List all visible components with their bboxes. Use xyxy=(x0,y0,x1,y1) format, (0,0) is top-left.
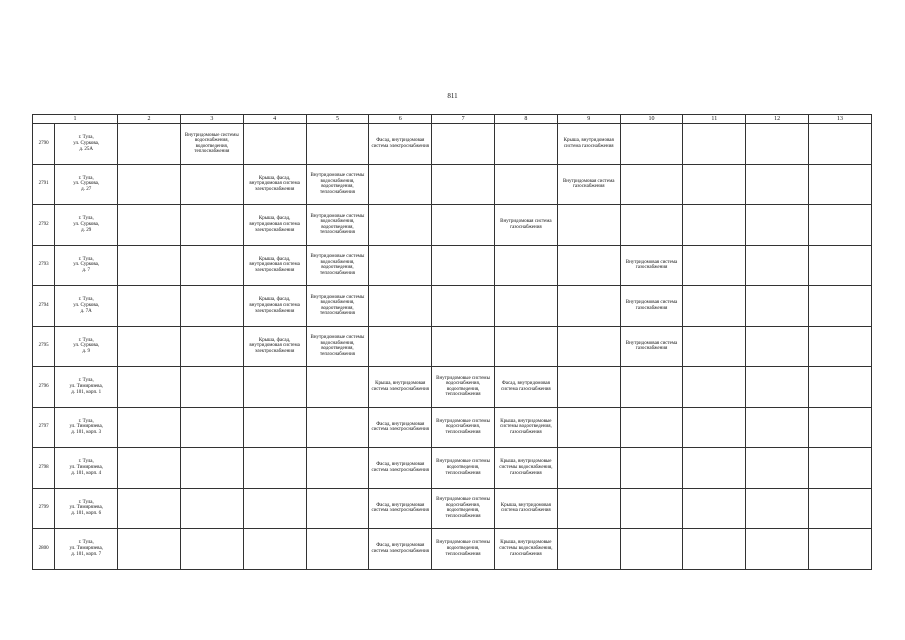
work-cell xyxy=(620,124,683,165)
page-number: 811 xyxy=(447,92,458,100)
work-cell xyxy=(746,245,809,286)
work-cell xyxy=(180,245,243,286)
column-header-4: 4 xyxy=(243,115,306,124)
work-cell xyxy=(683,529,746,570)
work-cell xyxy=(620,367,683,408)
work-cell xyxy=(683,164,746,205)
work-cell xyxy=(746,286,809,327)
work-cell xyxy=(243,448,306,489)
work-cell xyxy=(118,164,181,205)
work-cell xyxy=(620,164,683,205)
work-cell xyxy=(118,529,181,570)
work-cell xyxy=(180,164,243,205)
work-cell xyxy=(620,407,683,448)
row-number: 2799 xyxy=(33,488,55,529)
work-cell xyxy=(683,286,746,327)
column-header-12: 12 xyxy=(746,115,809,124)
work-cell xyxy=(746,164,809,205)
address-cell: г. Тула, ул. Тимирязева, д. 101, корп. 1 xyxy=(55,367,118,408)
work-cell xyxy=(243,124,306,165)
table-row xyxy=(33,205,872,246)
work-cell xyxy=(369,286,432,327)
table-row xyxy=(33,367,872,408)
work-cell xyxy=(494,286,557,327)
work-cell: Внутридомовая система газоснабжения xyxy=(557,164,620,205)
work-cell xyxy=(118,367,181,408)
work-cell xyxy=(118,124,181,165)
table-row xyxy=(33,529,872,570)
address-cell: г. Тула, ул. Тимирязева, д. 101, корп. 7 xyxy=(55,529,118,570)
work-cell xyxy=(557,367,620,408)
work-cell xyxy=(683,124,746,165)
work-cell: Фасад, внутридомовая система электроснабжения xyxy=(369,124,432,165)
work-cell xyxy=(494,326,557,367)
table-row xyxy=(33,245,872,286)
work-cell xyxy=(620,205,683,246)
work-cell xyxy=(683,367,746,408)
work-cell xyxy=(180,448,243,489)
work-cell: Крыша, внутридомовые системы водоотведения, газоснабжения xyxy=(494,407,557,448)
work-cell xyxy=(118,286,181,327)
work-cell: Фасад, внутридомовая система электроснабжения xyxy=(369,529,432,570)
work-cell xyxy=(809,286,872,327)
work-cell: Фасад, внутридомовая система электроснабжения xyxy=(369,488,432,529)
work-cell: Внутридомовые системы водоснабжения, водоотведения, теплоснабжения xyxy=(180,124,243,165)
work-cell xyxy=(180,326,243,367)
work-cell: Внутридомовые системы водоснабжения, водоотведения, теплоснабжения xyxy=(306,245,369,286)
work-cell xyxy=(557,407,620,448)
work-cell: Внутридомовые системы водоотведения, теплоснабжения xyxy=(432,529,495,570)
work-cell xyxy=(494,164,557,205)
work-cell xyxy=(620,488,683,529)
work-cell xyxy=(809,448,872,489)
work-cell xyxy=(746,205,809,246)
work-cell xyxy=(746,124,809,165)
address-cell: г. Тула, ул. Суркова, д. 7 xyxy=(55,245,118,286)
work-cell xyxy=(432,205,495,246)
work-cell xyxy=(683,326,746,367)
column-header-6: 6 xyxy=(369,115,432,124)
work-cell xyxy=(620,448,683,489)
row-number: 2798 xyxy=(33,448,55,489)
work-cell xyxy=(494,124,557,165)
work-cell: Крыша, внутридомовая система газоснабжения xyxy=(494,488,557,529)
work-cell xyxy=(118,448,181,489)
address-cell: г. Тула, ул. Суркова, д. 27 xyxy=(55,164,118,205)
address-cell: г. Тула, ул. Суркова, д. 7А xyxy=(55,286,118,327)
table-row xyxy=(33,286,872,327)
work-cell xyxy=(746,529,809,570)
work-cell: Крыша, внутридомовые системы водоснабжения, газоснабжения xyxy=(494,529,557,570)
column-header-8: 8 xyxy=(494,115,557,124)
work-cell: Внутридомовая система газоснабжения xyxy=(620,245,683,286)
work-cell: Фасад, внутридомовая система электроснабжения xyxy=(369,448,432,489)
table-row xyxy=(33,124,872,165)
work-cell: Крыша, внутридомовая система газоснабжения xyxy=(557,124,620,165)
work-cell: Внутридомовая система газоснабжения xyxy=(620,326,683,367)
work-cell xyxy=(306,529,369,570)
work-cell xyxy=(432,164,495,205)
work-cell xyxy=(243,488,306,529)
column-header-5: 5 xyxy=(306,115,369,124)
work-cell xyxy=(809,205,872,246)
work-cell xyxy=(306,367,369,408)
column-header-2: 2 xyxy=(118,115,181,124)
work-cell xyxy=(683,488,746,529)
work-cell: Фасад, внутридомовая система электроснабжения xyxy=(369,407,432,448)
table-row xyxy=(33,448,872,489)
row-number: 2796 xyxy=(33,367,55,408)
work-cell xyxy=(809,245,872,286)
row-number: 2793 xyxy=(33,245,55,286)
work-cell xyxy=(243,529,306,570)
table-row xyxy=(33,407,872,448)
work-cell xyxy=(746,407,809,448)
work-cell xyxy=(369,205,432,246)
work-cell xyxy=(746,367,809,408)
work-cell xyxy=(432,326,495,367)
work-cell: Крыша, фасад, внутридомовая система электроснабжения xyxy=(243,205,306,246)
work-cell xyxy=(494,245,557,286)
column-header-3: 3 xyxy=(180,115,243,124)
address-cell: г. Тула, ул. Суркова, д. 29 xyxy=(55,205,118,246)
work-cell xyxy=(683,245,746,286)
work-cell xyxy=(557,286,620,327)
work-cell xyxy=(557,205,620,246)
work-cell xyxy=(180,529,243,570)
work-cell xyxy=(683,205,746,246)
row-number: 2790 xyxy=(33,124,55,165)
work-cell: Фасад, внутридомовая система газоснабжения xyxy=(494,367,557,408)
work-cell xyxy=(809,326,872,367)
column-header-10: 10 xyxy=(620,115,683,124)
work-cell xyxy=(432,286,495,327)
work-cell xyxy=(557,448,620,489)
work-cell xyxy=(180,407,243,448)
work-cell xyxy=(180,367,243,408)
work-cell xyxy=(557,488,620,529)
work-cell xyxy=(243,367,306,408)
works-schedule-table xyxy=(32,114,872,570)
work-cell xyxy=(118,245,181,286)
work-cell: Внутридомовые системы водоснабжения, водоотведения, теплоснабжения xyxy=(306,164,369,205)
work-cell: Внутридомовая система газоснабжения xyxy=(620,286,683,327)
address-cell: г. Тула, ул. Тимирязева, д. 101, корп. 6 xyxy=(55,488,118,529)
work-cell xyxy=(306,124,369,165)
work-cell: Крыша, внутридомовые системы водоснабжения, газоснабжения xyxy=(494,448,557,489)
work-cell: Крыша, фасад, внутридомовая система электроснабжения xyxy=(243,286,306,327)
work-cell xyxy=(180,286,243,327)
work-cell xyxy=(809,529,872,570)
column-header-11: 11 xyxy=(683,115,746,124)
work-cell xyxy=(180,205,243,246)
work-cell xyxy=(809,407,872,448)
row-number: 2794 xyxy=(33,286,55,327)
work-cell xyxy=(118,326,181,367)
work-cell xyxy=(306,448,369,489)
row-number: 2800 xyxy=(33,529,55,570)
column-header-9: 9 xyxy=(557,115,620,124)
work-cell: Крыша, внутридомовая система электроснабжения xyxy=(369,367,432,408)
work-cell xyxy=(369,245,432,286)
column-header-1: 1 xyxy=(33,115,118,124)
column-header-7: 7 xyxy=(432,115,495,124)
work-cell: Внутридомовые системы водоснабжения, водоотведения, теплоснабжения xyxy=(306,286,369,327)
work-cell xyxy=(809,367,872,408)
row-number: 2791 xyxy=(33,164,55,205)
work-cell xyxy=(809,124,872,165)
work-cell: Крыша, фасад, внутридомовая система электроснабжения xyxy=(243,326,306,367)
work-cell xyxy=(746,448,809,489)
row-number: 2795 xyxy=(33,326,55,367)
column-header-13: 13 xyxy=(809,115,872,124)
work-cell xyxy=(369,326,432,367)
work-cell xyxy=(306,488,369,529)
work-cell xyxy=(118,205,181,246)
work-cell xyxy=(746,488,809,529)
work-cell: Внутридомовые системы водоснабжения, водоотведения, теплоснабжения xyxy=(432,367,495,408)
table-row xyxy=(33,164,872,205)
table-row xyxy=(33,326,872,367)
work-cell: Крыша, фасад, внутридомовая система электроснабжения xyxy=(243,245,306,286)
table-row xyxy=(33,488,872,529)
work-cell: Внутридомовые системы водоотведения, теплоснабжения xyxy=(432,448,495,489)
work-cell xyxy=(118,407,181,448)
address-cell: г. Тула, ул. Тимирязева, д. 101, корп. 3 xyxy=(55,407,118,448)
row-number: 2792 xyxy=(33,205,55,246)
work-cell xyxy=(620,529,683,570)
work-cell xyxy=(683,407,746,448)
work-cell xyxy=(432,124,495,165)
address-cell: г. Тула, ул. Тимирязева, д. 101, корп. 4 xyxy=(55,448,118,489)
work-cell xyxy=(180,488,243,529)
work-cell xyxy=(306,407,369,448)
work-cell xyxy=(683,448,746,489)
work-cell xyxy=(557,245,620,286)
work-cell: Внутридомовые системы водоснабжения, водоотведения, теплоснабжения xyxy=(306,205,369,246)
address-cell: г. Тула, ул. Суркова, д. 9 xyxy=(55,326,118,367)
work-cell xyxy=(809,164,872,205)
work-cell: Внутридомовые системы водоснабжения, водоотведения, теплоснабжения xyxy=(306,326,369,367)
work-cell xyxy=(557,326,620,367)
work-cell: Крыша, фасад, внутридомовая система электроснабжения xyxy=(243,164,306,205)
work-cell xyxy=(369,164,432,205)
work-cell: Внутридомовая система газоснабжения xyxy=(494,205,557,246)
work-cell xyxy=(746,326,809,367)
work-cell xyxy=(557,529,620,570)
work-cell: Внутридомовые системы водоснабжения, теплоснабжения xyxy=(432,407,495,448)
work-cell: Внутридомовые системы водоснабжения, водоотведения, теплоснабжения xyxy=(432,488,495,529)
address-cell: г. Тула, ул. Суркова, д. 25А xyxy=(55,124,118,165)
column-header-row xyxy=(33,115,872,124)
work-cell xyxy=(432,245,495,286)
row-number: 2797 xyxy=(33,407,55,448)
work-cell xyxy=(243,407,306,448)
work-cell xyxy=(809,488,872,529)
work-cell xyxy=(118,488,181,529)
